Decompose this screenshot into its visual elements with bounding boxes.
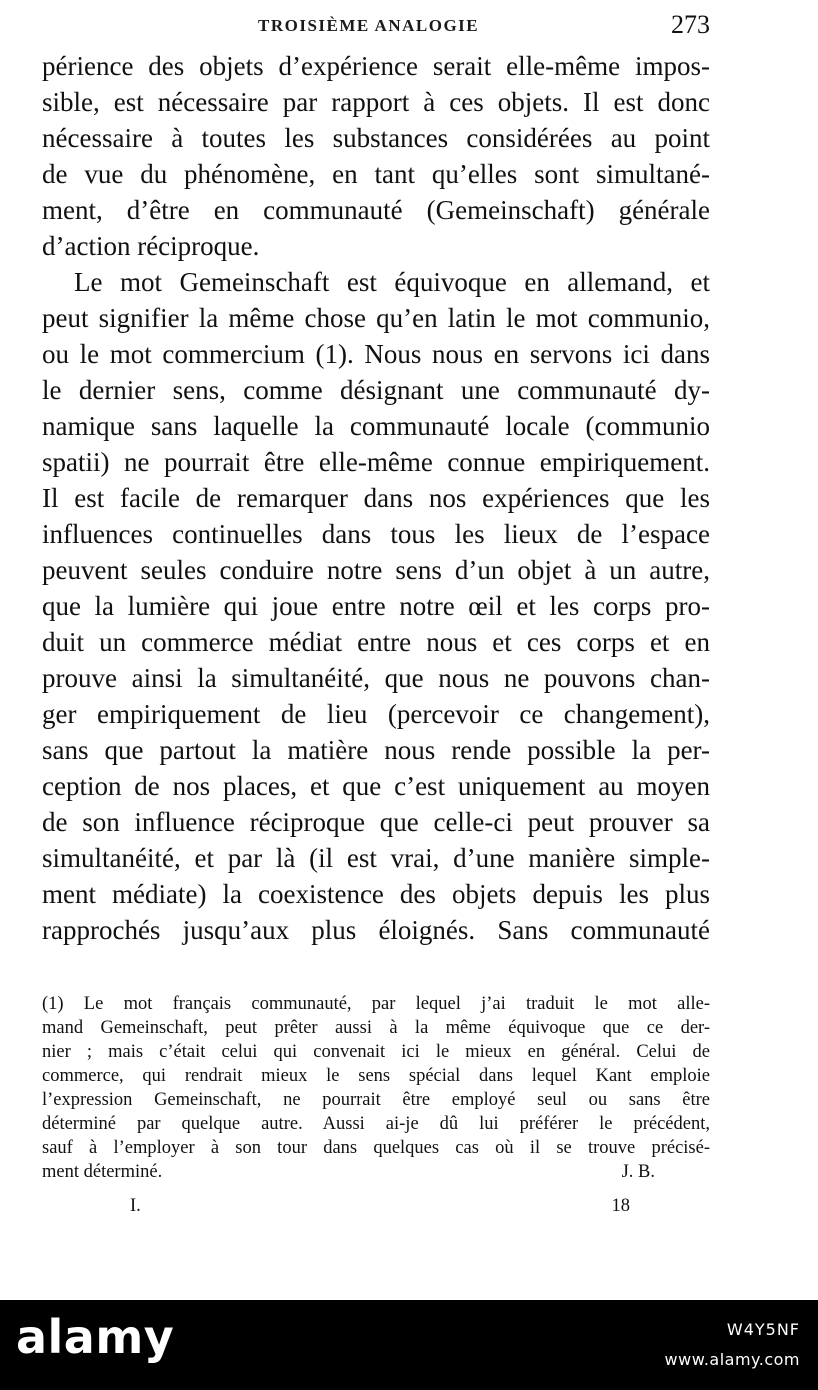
translator-signature: J. B. — [621, 1162, 655, 1182]
text-line: ger empiriquement de lieu (percevoir ce changement), — [42, 699, 710, 729]
footnote — [42, 992, 710, 1184]
volume-mark: I. — [130, 1196, 141, 1216]
text-line: périence des objets d’expérience serait elle-même impos- — [42, 51, 710, 81]
text-line: duit un commerce médiat entre nous et ces corps et en — [42, 627, 710, 657]
text-line: le dernier sens, comme désignant une communauté dy- — [42, 375, 710, 405]
footnote-line-end: ment déterminé. — [42, 1162, 163, 1182]
footnote-line: l’expression Gemeinschaft, ne pourrait être employé seul ou sans être — [42, 1090, 710, 1110]
text-line: de vue du phénomène, en tant qu’elles sont simultané- — [42, 159, 710, 189]
footnote-line: déterminé par quelque autre. Aussi ai-je dû lui préférer le précédent, — [42, 1114, 710, 1134]
text-line: sans que partout la matière nous rende possible la per- — [42, 735, 710, 765]
watermark-bar — [0, 1300, 818, 1390]
text-line: peuvent seules conduire notre sens d’un objet à un autre, — [42, 555, 710, 585]
text-line: d’action réciproque. — [42, 231, 260, 261]
text-line: ment médiate) la coexistence des objets depuis les plus — [42, 879, 710, 909]
sheet-mark: 18 — [611, 1196, 630, 1216]
footnote-line: mand Gemeinschaft, peut prêter aussi à la même équivoque que ce der- — [42, 1018, 710, 1038]
text-line: prouve ainsi la simultanéité, que nous ne pouvons chan- — [42, 663, 710, 693]
footnote-line: nier ; mais c’était celui qui convenait ici le mieux en général. Celui de — [42, 1042, 710, 1062]
page-number: 273 — [671, 10, 710, 39]
watermark-logo: alamy — [16, 1310, 175, 1364]
footnote-line: (1) Le mot français communauté, par lequel j’ai traduit le mot alle- — [42, 994, 710, 1014]
text-line: spatii) ne pourrait être elle-même connue empiriquement. — [42, 447, 710, 477]
text-line: simultanéité, et par là (il est vrai, d’une manière simple- — [42, 843, 710, 873]
footnote-last-line — [42, 1160, 710, 1184]
text-line: namique sans laquelle la communauté locale (communio — [42, 411, 710, 441]
running-title: TROISIÈME ANALOGIE — [258, 16, 480, 35]
footnote-line: commerce, qui rendrait mieux le sens spécial dans lequel Kant emploie — [42, 1066, 710, 1086]
text-line: ment, d’être en communauté (Gemeinschaft) générale — [42, 195, 710, 225]
image-code: W4Y5NF — [726, 1320, 800, 1339]
text-line: ou le mot commercium (1). Nous nous en servons ici dans — [42, 339, 710, 369]
text-line: peut signifier la même chose qu’en latin le mot communio, — [42, 303, 710, 333]
text-line: sible, est nécessaire par rapport à ces objets. Il est donc — [42, 87, 710, 117]
footnote-line: sauf à l’employer à son tour dans quelques cas où il se trouve précisé- — [42, 1138, 710, 1158]
signature-marks — [130, 1196, 630, 1217]
text-line: Il est facile de remarquer dans nos expériences que les — [42, 483, 710, 513]
watermark-url: www.alamy.com — [664, 1350, 800, 1369]
text-line: Le mot Gemeinschaft est équivoque en allemand, et — [74, 267, 710, 297]
text-line: que la lumière qui joue entre notre œil et les corps pro- — [42, 591, 710, 621]
text-line: rapprochés jusqu’aux plus éloignés. Sans communauté — [42, 915, 710, 945]
text-line: nécessaire à toutes les substances considérées au point — [42, 123, 710, 153]
text-line: influences continuelles dans tous les lieux de l’espace — [42, 519, 710, 549]
page-header — [0, 8, 818, 48]
text-line: de son influence réciproque que celle-ci peut prouver sa — [42, 807, 710, 837]
text-line: ception de nos places, et que c’est uniquement au moyen — [42, 771, 710, 801]
main-text — [42, 48, 710, 948]
